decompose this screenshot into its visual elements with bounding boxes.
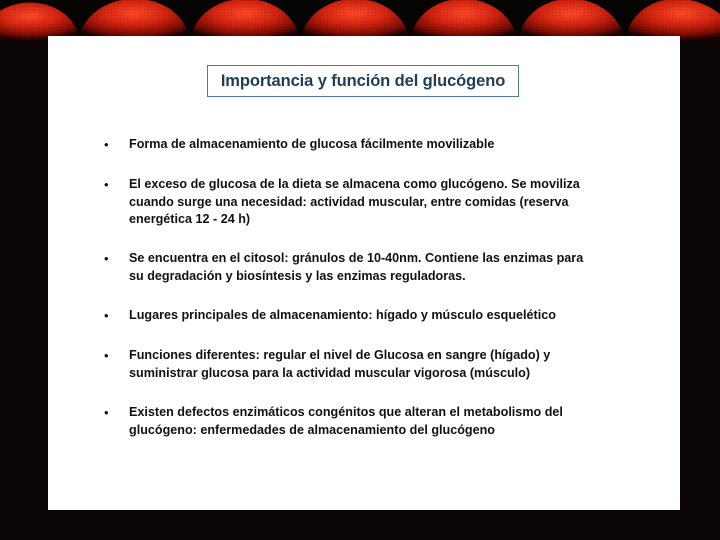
bullet-marker: • — [104, 405, 109, 420]
bullet-text: Se encuentra en el citosol: gránulos de 10-40nm. Contiene las enzimas para su degradación y biosíntesis y las enzimas reguladoras. — [129, 251, 584, 283]
slide-panel — [48, 36, 680, 510]
bullet-list — [48, 36, 680, 510]
bullet-marker: • — [104, 177, 109, 192]
bullet-marker: • — [104, 137, 109, 152]
bullet-text: Lugares principales de almacenamiento: hígado y músculo esquelético — [129, 308, 556, 322]
bullet-marker: • — [104, 251, 109, 266]
bullet-marker: • — [104, 348, 109, 363]
bullet-text: Existen defectos enzimáticos congénitos que alteran el metabolismo del glucógeno: enfermedades de almacenamiento del glucógeno — [129, 405, 563, 437]
slide-title: Importancia y función del glucógeno — [220, 71, 506, 90]
bullet-text: Forma de almacenamiento de glucosa fácilmente movilizable — [129, 137, 495, 151]
bullet-text: Funciones diferentes: regular el nivel de Glucosa en sangre (hígado) y suministrar glucosa para la actividad muscular vigorosa (músculo) — [129, 348, 551, 380]
bullet-text: El exceso de glucosa de la dieta se almacena como glucógeno. Se moviliza cuando surge una necesidad: actividad muscular, entre comidas (reserva energética 12 - 24 h) — [129, 177, 580, 226]
bullet-marker: • — [104, 308, 109, 323]
